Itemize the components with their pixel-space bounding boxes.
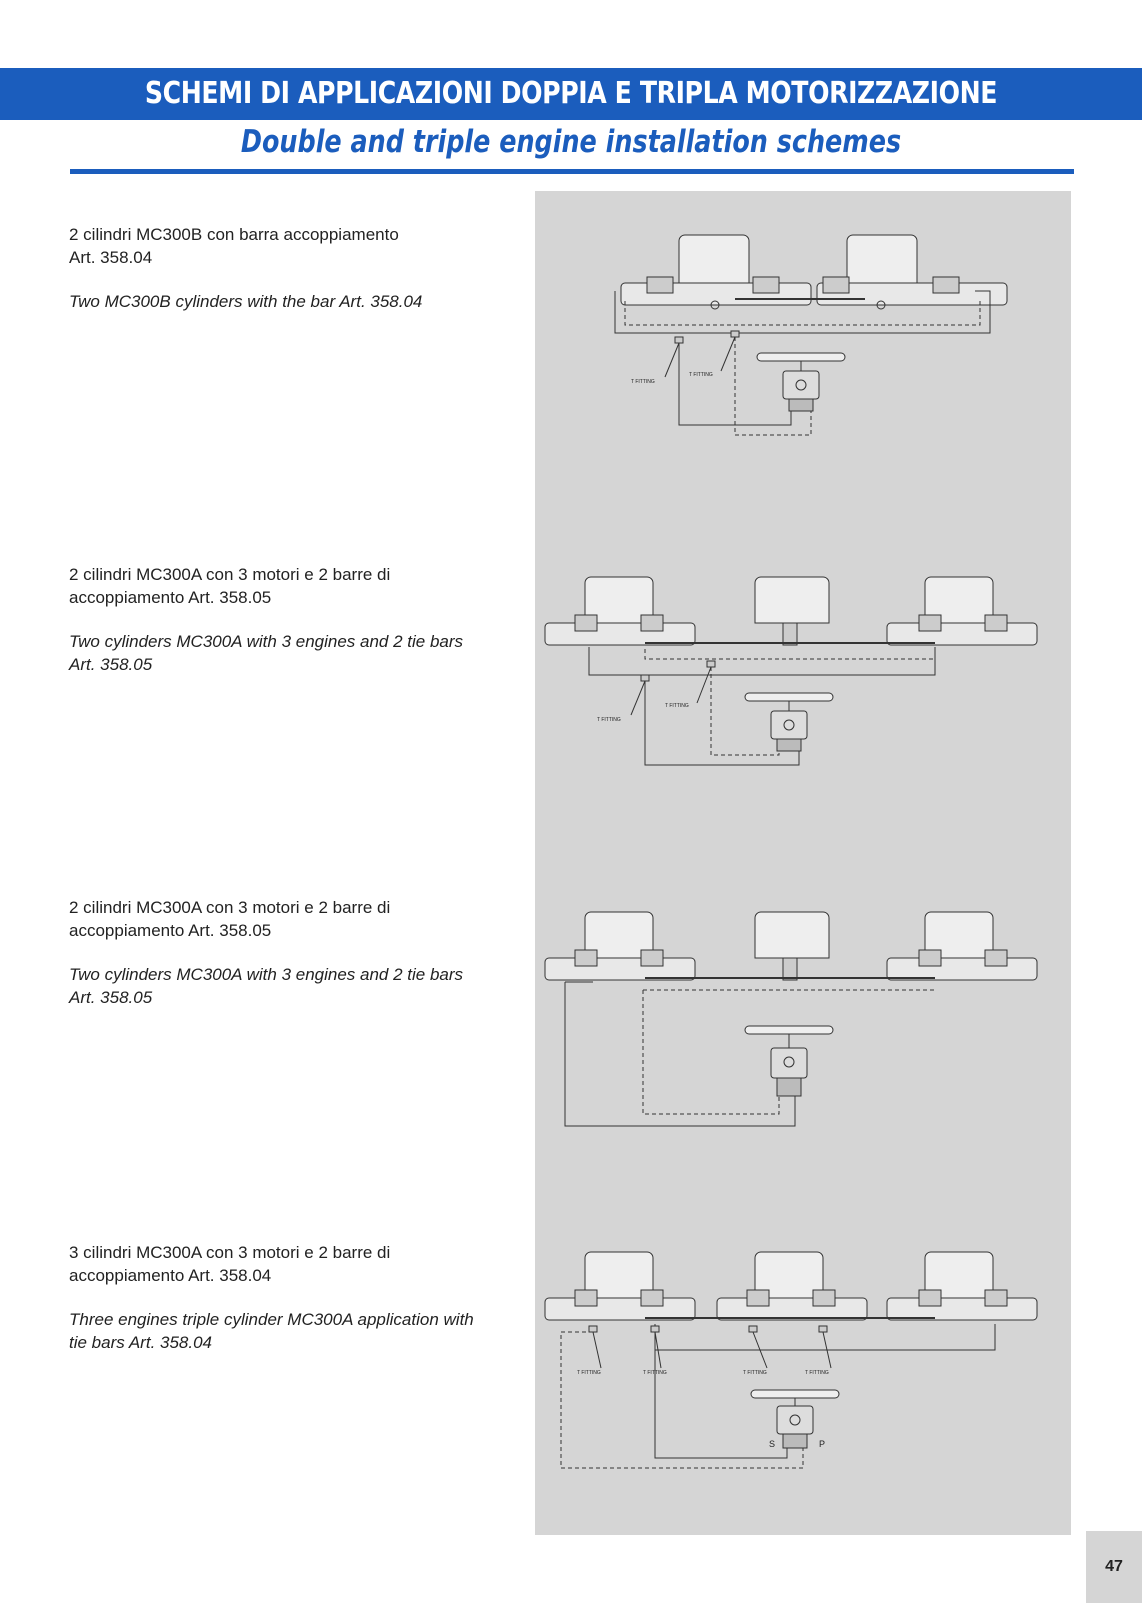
t-fitting-icon [651,1326,659,1332]
scheme-3-it-line1: 2 cilindri MC300A con 3 motori e 2 barre di [69,898,391,917]
steering-wheel-icon [745,693,833,711]
scheme-2-it-line1: 2 cilindri MC300A con 3 motori e 2 barre di [69,565,391,584]
hydraulic-line [565,982,795,1126]
t-fitting-icon [731,331,739,337]
engine-outboard-icon [817,235,1007,309]
scheme-1-en-line1: Two MC300B cylinders with the bar Art. 358.04 [69,292,423,311]
hydraulic-line [589,647,935,675]
t-fitting-label: T FITTING [689,372,713,378]
steering-wheel-icon [757,353,845,371]
t-fitting-label: T FITTING [743,1370,767,1376]
engine-outboard-icon [545,912,695,980]
scheme-3-it-line2: accoppiamento Art. 358.05 [69,921,272,940]
title-divider [70,169,1074,174]
scheme-2-en-line1: Two cylinders MC300A with 3 engines and 2 tie bars [69,632,464,651]
t-fitting-label: T FITTING [643,1370,667,1376]
steering-wheel-icon [745,1026,833,1048]
helm-pump-icon [783,371,819,411]
scheme-2-diagram [535,565,1071,790]
helm-pump-icon [771,1048,807,1096]
t-fitting-icon [641,675,649,681]
helm-pump-icon [771,711,807,751]
scheme-4-diagram [535,1240,1071,1495]
steering-wheel-icon [751,1390,839,1406]
scheme-2-en-line2: Art. 358.05 [69,655,153,674]
t-fitting-label: T FITTING [805,1370,829,1376]
scheme-3-en-line1: Two cylinders MC300A with 3 engines and 2 tie bars [69,965,464,984]
scheme-3-description [69,896,529,1009]
t-fitting-label: T FITTING [597,717,621,723]
t-fitting-icon [819,1326,827,1332]
t-fitting-icon [749,1326,757,1332]
t-fitting-icon [707,661,715,667]
engine-outboard-icon [887,912,1037,980]
scheme-3-en-line2: Art. 358.05 [69,988,153,1007]
scheme-1-it-line2: Art. 358.04 [69,248,153,267]
port-s-label: S [769,1439,776,1449]
t-fitting-label: T FITTING [577,1370,601,1376]
t-fitting-icon [589,1326,597,1332]
scheme-4-it-line2: accoppiamento Art. 358.04 [69,1266,272,1285]
scheme-3-diagram [535,900,1071,1135]
helm-pump-icon [777,1406,813,1448]
page-subtitle: Double and triple engine installation schemes [240,124,902,160]
scheme-4-description [69,1241,529,1354]
engine-outboard-icon [545,577,695,645]
scheme-1-it-line1: 2 cilindri MC300B con barra accoppiamento [69,225,399,244]
scheme-2-description [69,563,529,676]
t-fitting-icon [675,337,683,343]
scheme-4-en-line2: tie bars Art. 358.04 [69,1333,213,1352]
hydraulic-return-line [645,649,935,659]
engine-outboard-icon [887,1252,1037,1320]
page-title: SCHEMI DI APPLICAZIONI DOPPIA E TRIPLA MOTORIZZAZIONE [144,76,998,111]
t-fitting-label: T FITTING [665,703,689,709]
engine-outboard-icon [717,1252,867,1320]
engine-outboard-icon [887,577,1037,645]
scheme-1-description [69,223,529,313]
scheme-4-en-line1: Three engines triple cylinder MC300A application with [69,1310,474,1329]
t-fitting-label: T FITTING [631,379,655,385]
engine-outboard-icon [545,1252,695,1320]
engine-outboard-icon [621,235,811,309]
page-number: 47 [1086,1531,1142,1603]
scheme-2-it-line2: accoppiamento Art. 358.05 [69,588,272,607]
engine-outboard-icon [755,912,829,980]
scheme-1-diagram [535,225,1071,450]
port-p-label: P [819,1439,826,1449]
scheme-4-it-line1: 3 cilindri MC300A con 3 motori e 2 barre di [69,1243,391,1262]
engine-outboard-icon [755,577,829,645]
